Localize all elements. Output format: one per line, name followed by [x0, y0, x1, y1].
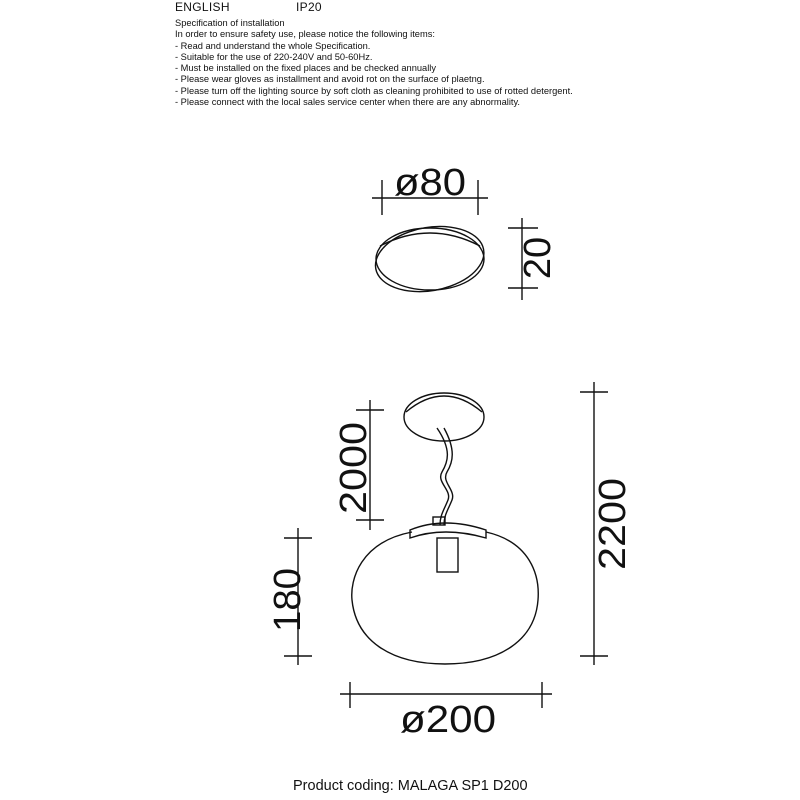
specification-item: - Read and understand the whole Specification.	[175, 40, 371, 51]
specification-item: - Please connect with the local sales service center when there are any abnormality.	[175, 97, 521, 108]
specification-item: - Must be installed on the fixed places and be checked annually	[175, 63, 436, 74]
cable-length-label: 2000	[333, 429, 375, 514]
specification-item: - Suitable for the use of 220-240V and 50-60Hz.	[175, 51, 373, 62]
pendant-cable	[437, 428, 453, 525]
glass-shade	[352, 532, 538, 664]
canopy-height-label: 20	[517, 236, 559, 280]
specification-intro: In order to ensure safety use, please notice the following items:	[175, 29, 435, 40]
canopy-drawing	[370, 218, 489, 299]
language-label: ENGLISH	[175, 0, 230, 14]
specification-item: - Please wear gloves as installment and avoid rot on the surface of plaetng.	[175, 74, 485, 85]
specification-item: - Please turn off the lighting source by soft cloth as cleaning prohibited to use of rotted detergent.	[175, 85, 573, 96]
pendant-holder	[410, 517, 486, 572]
total-height-label: 2200	[592, 485, 634, 570]
pendant-canopy	[404, 393, 484, 441]
shade-diameter-label: ø200	[400, 699, 496, 741]
shade-height-label: 180	[267, 568, 309, 632]
ip-rating-label: IP20	[296, 0, 322, 14]
canopy-diameter-label: ø80	[394, 162, 466, 204]
product-coding: Product coding: MALAGA SP1 D200	[293, 778, 528, 794]
specification-title: Specification of installation	[175, 18, 285, 28]
